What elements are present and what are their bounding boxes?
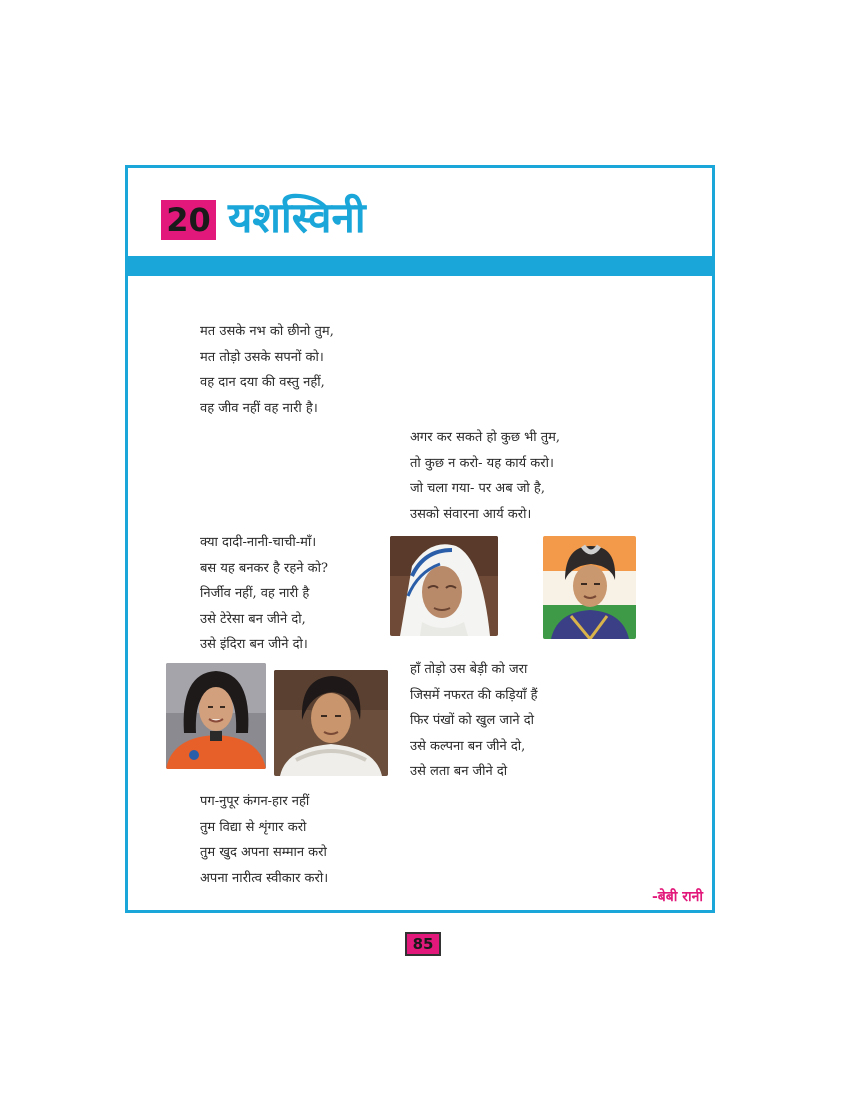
chapter-number: 20 bbox=[161, 200, 216, 240]
chapter-frame bbox=[125, 165, 715, 913]
chapter-title: यशस्विनी bbox=[228, 193, 366, 242]
stanza-line: फिर पंखों को खुल जाने दो bbox=[410, 713, 535, 728]
stanza-line: वह जीव नहीं वह नारी है। bbox=[200, 400, 318, 416]
stanza-3 bbox=[200, 530, 328, 658]
stanza-line: उसे कल्पना बन जीने दो, bbox=[410, 738, 526, 754]
stanza-line: जिसमें नफरत की कड़ियाँ हैं bbox=[410, 687, 538, 703]
portrait-photo-2 bbox=[543, 536, 636, 639]
stanza-line: वह दान दया की वस्तु नहीं, bbox=[200, 375, 325, 390]
page-number: 85 bbox=[405, 932, 441, 956]
stanza-line: मत उसके नभ को छीनो तुम, bbox=[200, 324, 334, 339]
stanza-5 bbox=[200, 789, 328, 891]
stanza-line: जो चला गया- पर अब जो है, bbox=[410, 481, 545, 496]
stanza-line: उसको संवारना आर्य करो। bbox=[410, 506, 532, 522]
stanza-1 bbox=[200, 319, 334, 421]
stanza-line: क्या दादी-नानी-चाची-माँ। bbox=[200, 535, 317, 550]
stanza-2 bbox=[410, 425, 560, 527]
stanza-line: बस यह बनकर है रहने को? bbox=[200, 560, 328, 576]
stanza-line: निर्जीव नहीं, वह नारी है bbox=[200, 586, 310, 601]
stanza-line: पग-नुपूर कंगन-हार नहीं bbox=[200, 794, 310, 809]
portrait-photo-1 bbox=[390, 536, 498, 636]
stanza-line: अगर कर सकते हो कुछ भी तुम, bbox=[410, 430, 561, 445]
stanza-line: हाँ तोड़ो उस बेड़ी को जरा bbox=[410, 662, 528, 677]
header-band bbox=[128, 256, 712, 276]
stanza-line: तुम खुद अपना सम्मान करो bbox=[200, 845, 327, 860]
stanza-line: उसे टेरेसा बन जीने दो, bbox=[200, 611, 306, 627]
stanza-line: तुम विद्या से शृंगार करो bbox=[200, 819, 307, 835]
stanza-line: अपना नारीत्व स्वीकार करो। bbox=[200, 870, 329, 886]
stanza-line: मत तोड़ो उसके सपनों को। bbox=[200, 349, 324, 365]
stanza-4 bbox=[410, 657, 538, 785]
author-name: -बेबी रानी bbox=[651, 889, 703, 905]
stanza-line: उसे इंदिरा बन जीने दो। bbox=[200, 637, 308, 652]
stanza-line: उसे लता बन जीने दो bbox=[410, 764, 508, 779]
stanza-line: तो कुछ न करो- यह कार्य करो। bbox=[410, 455, 554, 471]
portrait-photo-4 bbox=[274, 670, 388, 776]
portrait-photo-3 bbox=[166, 663, 266, 769]
